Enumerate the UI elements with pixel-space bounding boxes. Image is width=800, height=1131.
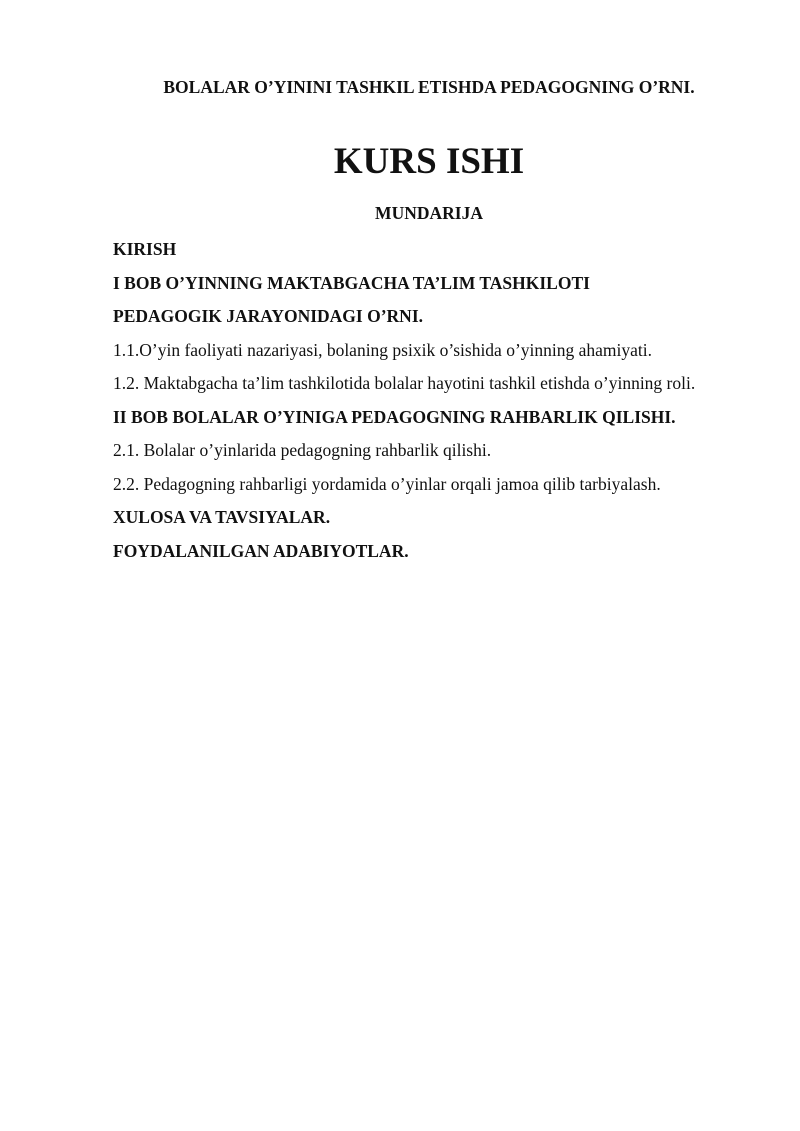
table-of-contents <box>113 233 695 568</box>
toc-entry-references: FOYDALANILGAN ADABIYOTLAR. <box>113 540 409 561</box>
toc-entry-chapter-1-line-2: PEDAGOGIK JARAYONIDAGI O’RNI. <box>113 306 424 326</box>
toc-entry-section-1-2: 1.2. Maktabgacha ta’lim tashkilotida bolalar hayotini tashkil etishda o’yinning roli. <box>113 373 696 393</box>
toc-entry-introduction: KIRISH <box>113 239 177 259</box>
toc-entry-conclusion: XULOSA VA TAVSIYALAR. <box>113 507 331 527</box>
toc-entry-section-2-1: 2.1. Bolalar o’yinlarida pedagogning rahbarlik qilishi. <box>113 440 492 460</box>
table-of-contents-heading: MUNDARIJA <box>375 203 483 223</box>
toc-entry-section-1-1: 1.1.O’yin faoliyati nazariyasi, bolaning psixik o’sishida o’yinning ahamiyati. <box>113 339 652 360</box>
toc-entry-section-2-2: 2.2. Pedagogning rahbarligi yordamida o’yinlar orqali jamoa qilib tarbiyalash. <box>113 473 661 494</box>
document-title: BOLALAR O’YININI TASHKIL ETISHDA PEDAGOGNING O’RNI. <box>163 77 695 97</box>
toc-entry-chapter-1-line-1: I BOB O’YINNING MAKTABGACHA TA’LIM TASHKILOTI <box>113 272 590 293</box>
work-type-heading: KURS ISHI <box>333 141 525 182</box>
toc-entry-chapter-2: II BOB BOLALAR O’YINIGA PEDAGOGNING RAHBARLIK QILISHI. <box>113 406 676 427</box>
